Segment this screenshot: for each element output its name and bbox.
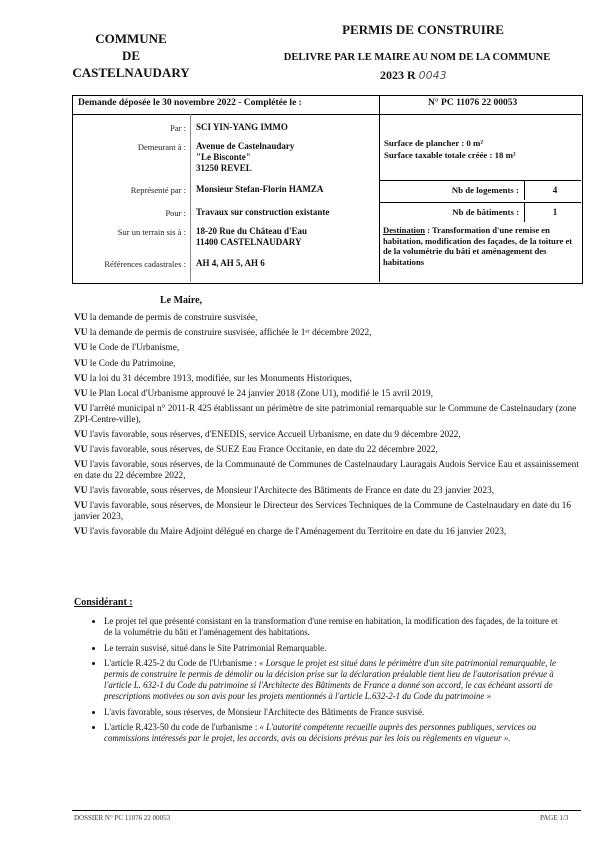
permit-number: N° PC 11076 22 00053 <box>428 98 518 108</box>
vu-item <box>74 359 581 370</box>
nb-batiments-label: Nb de bâtiments : <box>452 207 519 217</box>
vu-prefix: VU <box>74 358 88 369</box>
nb-batiments-value: 1 <box>552 207 558 217</box>
terrain-value <box>196 226 307 248</box>
considerant-item <box>104 722 564 744</box>
considerant-text: Le terrain susvisé, situé dans le Site Patrimonial Remarquable. <box>104 642 327 653</box>
considerant-item <box>104 658 564 701</box>
nb-logements-label: Nb de logements : <box>451 185 519 195</box>
considerant-item <box>104 643 564 654</box>
vu-item <box>74 430 581 441</box>
vu-item <box>74 389 581 400</box>
vu-prefix: VU <box>74 313 88 323</box>
destination-label: Destination <box>383 225 426 235</box>
vu-text: l'arrêté municipal n° 2011-R 425 établissant un périmètre de site patrimonial remarquable sur le Commune de Castelnaudary (zone ZPI-Centre-ville), <box>74 404 577 425</box>
vu-item <box>74 501 581 522</box>
vu-item <box>74 445 581 456</box>
represente-label: Représenté par : <box>130 185 186 195</box>
vu-prefix: VU <box>74 429 88 440</box>
demande-date: Demande déposée le 30 novembre 2022 - Complétée le : <box>78 98 302 108</box>
destination <box>383 225 578 267</box>
par-label: Par : <box>170 123 186 133</box>
vu-list <box>74 313 581 542</box>
address-line: 18-20 Rue du Château d'Eau <box>196 226 308 236</box>
considerant-list <box>90 616 564 749</box>
delivery-statement: DELIVRE PAR LE MAIRE AU NOM DE LA COMMUNE <box>283 52 551 63</box>
considerant-heading: Considérant : <box>74 597 133 608</box>
vu-item <box>74 404 581 425</box>
footer-page: PAGE 1/3 <box>540 814 569 822</box>
vu-item <box>74 486 581 497</box>
commune-line: DE <box>121 48 141 63</box>
vu-text: la demande de permis de construire susvisée, affichée le 1ᵉʳ décembre 2022, <box>89 328 372 339</box>
surface-taxable: Surface taxable totale créée : 18 m² <box>384 150 516 160</box>
demeurant-value <box>196 141 294 174</box>
represente-value: Monsieur Stefan-Florin HAMZA <box>196 184 324 194</box>
nb-batiments-row <box>379 202 581 222</box>
terrain-label: Sur un terrain sis à : <box>117 227 186 237</box>
vu-text: l'avis favorable, sous réserves, de SUEZ Eau France Occitanie, en date du 22 décembre 2022, <box>89 445 438 456</box>
vu-text: la loi du 31 décembre 1913, modifiée, sur les Monuments Historiques, <box>89 373 352 384</box>
considerant-quote: « Lorsque le projet est situé dans le périmètre d'un site patrimonial remarquable, le permis de construire le permis de démolir ou la décision prise sur la déclaration préalable tient lieu de l'autorisation prévue à l'article L. 632-1 du Code du patrimoine si l'Architecte des Bâtiments de France a donné son accord, le cas échéant assorti de prescriptions motivées ou son avis pour les projets mentionnés à l'article L.632-2-1 du Code du patrimoine » <box>104 658 556 701</box>
vu-text: l'avis favorable, sous réserves, de la Communauté de Communes de Castelnaudary Lauragais Audois Service Eau et assainissement en date du 22 décembre 2022, <box>74 460 579 481</box>
considerant-item <box>104 707 564 718</box>
vu-prefix: VU <box>74 501 88 512</box>
commune-line: CASTELNAUDARY <box>72 65 190 80</box>
vu-item <box>74 313 581 324</box>
considerant-quote: « L'autorité compétente recueille auprès des personnes publiques, services ou commissions intéressés par le projet, les accords, avis ou décisions prévus par les lois ou règlements en vigueur ». <box>104 722 537 744</box>
considerant-text: L'avis favorable, sous réserves, de Monsieur l'Architecte des Bâtiments de France susvisé. <box>104 706 425 717</box>
cell-divider <box>524 181 525 200</box>
arrete-handwritten-number: 0043 <box>418 69 447 82</box>
destination-text: : Transformation d'une remise en habitation, modification des façades, de la toiture et de la volumétrie du bâti et aménagement des habitations <box>383 225 573 267</box>
label-divider <box>190 114 191 282</box>
pour-value: Travaux sur construction existante <box>196 207 330 217</box>
vu-text: la demande de permis de construire susvisée, <box>89 313 258 323</box>
considerant-text: Le projet tel que présenté consistant en la transformation d'une remise en habitation, la modification des façades, de la toiture et de la volumétrie du bâti et l'aménagement des habitations. <box>104 616 558 637</box>
vu-prefix: VU <box>74 388 88 399</box>
arrete-year: 2023 R <box>380 68 416 82</box>
vu-text: l'avis favorable, sous réserves, de Monsieur l'Architecte des Bâtiments de France en date du 23 janvier 2023, <box>89 486 495 497</box>
vu-prefix: VU <box>74 527 88 538</box>
references-value: AH 4, AH 5, AH 6 <box>196 258 265 268</box>
vu-text: l'avis favorable du Maire Adjoint délégué en charge de l'Aménagement du Territoire en date du 16 janvier 2023, <box>89 527 507 538</box>
vu-prefix: VU <box>74 343 88 354</box>
address-line: Avenue de Castelnaudary <box>196 141 295 151</box>
document-title: PERMIS DE CONSTRUIRE <box>342 22 504 37</box>
considerant-item <box>104 616 564 638</box>
address-line: 11400 CASTELNAUDARY <box>196 237 302 247</box>
vu-prefix: VU <box>74 373 88 384</box>
vu-item <box>74 343 581 354</box>
vu-item <box>74 460 581 481</box>
maire-heading: Le Maire, <box>160 295 203 306</box>
vu-prefix: VU <box>74 460 88 471</box>
vu-item <box>74 328 581 339</box>
vu-text: l'avis favorable, sous réserves, d'ENEDIS, service Accueil Urbanisme, en date du 9 décembre 2022, <box>89 429 461 440</box>
vu-text: le Code de l'Urbanisme, <box>89 343 180 354</box>
address-line: 31250 REVEL <box>196 163 252 173</box>
surface-block <box>384 137 516 161</box>
vu-text: le Plan Local d'Urbanisme approuvé le 24 janvier 2018 (Zone U1), modifié le 15 avril 2019, <box>89 388 434 399</box>
surface-plancher: Surface de plancher : 0 m² <box>384 138 483 148</box>
commune-block <box>72 30 190 81</box>
address-line: "Le Bisconte" <box>196 152 251 162</box>
nb-logements-value: 4 <box>552 185 558 195</box>
considerant-text: L'article R.423-50 du code de l'urbanisme : <box>104 722 260 733</box>
par-value: SCI YIN-YANG IMMO <box>196 122 288 132</box>
arrete-number <box>380 68 447 83</box>
vu-item <box>74 527 581 538</box>
demeurant-label: Demeurant à : <box>137 142 186 152</box>
nb-logements-row <box>379 180 581 200</box>
cell-divider <box>524 203 525 222</box>
considerant-text: L'article R.425-2 du Code de l'Urbanisme : <box>104 658 260 669</box>
vu-text: le Code du Patrimoine, <box>89 358 176 369</box>
vu-prefix: VU <box>74 328 88 339</box>
footer-divider <box>72 810 581 811</box>
commune-line: COMMUNE <box>95 31 167 46</box>
vu-text: l'avis favorable, sous réserves, de Monsieur le Directeur des Services Techniques de la Commune de Castelnaudary en date du 16 janvier 2023, <box>74 501 572 522</box>
vu-prefix: VU <box>74 445 88 456</box>
vu-prefix: VU <box>74 404 88 415</box>
vu-prefix: VU <box>74 486 88 497</box>
pour-label: Pour : <box>165 208 186 218</box>
references-label: Références cadastrales : <box>104 259 186 269</box>
vu-item <box>74 374 581 385</box>
footer-dossier: DOSSIER N° PC 11076 22 00053 <box>74 814 171 822</box>
